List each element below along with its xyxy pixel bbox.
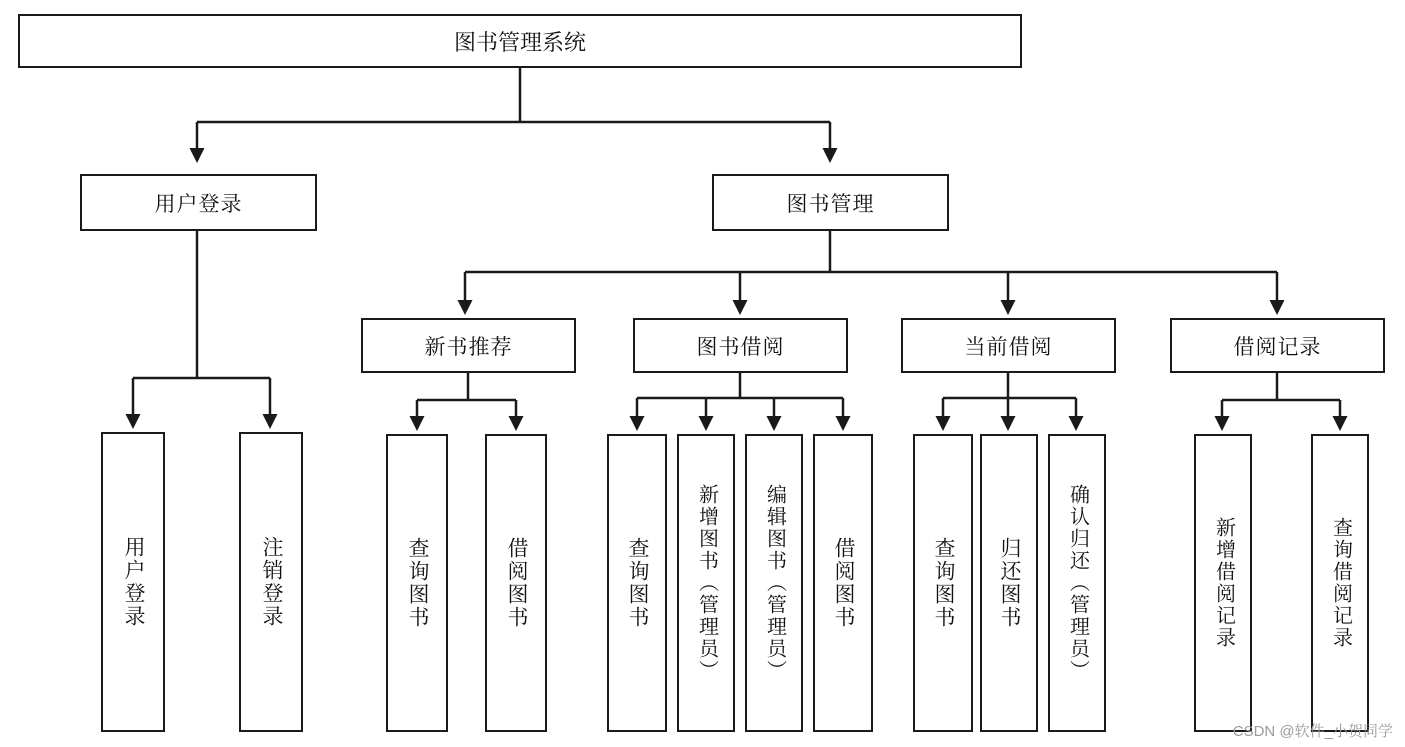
node-leaf-query-book-1[interactable] bbox=[386, 434, 448, 732]
node-leaf-query-record-label: 查询借阅记录 bbox=[1329, 517, 1352, 649]
node-leaf-add-record-label: 新增借阅记录 bbox=[1212, 517, 1235, 649]
node-borrow-record-label: 借阅记录 bbox=[1233, 335, 1322, 359]
node-leaf-edit-book[interactable] bbox=[745, 434, 803, 732]
node-leaf-user-login-label: 用户登录 bbox=[122, 536, 146, 628]
node-leaf-borrow-book-1-label: 借阅图书 bbox=[505, 537, 529, 629]
node-leaf-query-book-3[interactable] bbox=[913, 434, 973, 732]
node-user-login[interactable] bbox=[80, 174, 317, 231]
node-leaf-query-record[interactable] bbox=[1311, 434, 1369, 732]
node-leaf-logout-label: 注销登录 bbox=[260, 536, 284, 628]
node-leaf-add-book[interactable] bbox=[677, 434, 735, 732]
node-leaf-query-book-3-label: 查询图书 bbox=[932, 537, 956, 629]
node-leaf-add-book-label: 新增图书（管理员） bbox=[695, 484, 718, 682]
node-leaf-borrow-book-1[interactable] bbox=[485, 434, 547, 732]
node-root[interactable] bbox=[18, 14, 1022, 68]
node-current-borrow-label: 当前借阅 bbox=[964, 335, 1053, 359]
node-root-label: 图书管理系统 bbox=[453, 29, 586, 55]
node-leaf-confirm-return-label: 确认归还（管理员） bbox=[1066, 484, 1089, 682]
node-book-borrow[interactable] bbox=[633, 318, 848, 373]
watermark-text: CSDN @软件_小贺同学 bbox=[1232, 723, 1393, 740]
node-leaf-edit-book-label: 编辑图书（管理员） bbox=[763, 484, 786, 682]
node-current-borrow[interactable] bbox=[901, 318, 1116, 373]
node-leaf-query-book-1-label: 查询图书 bbox=[406, 537, 430, 629]
node-leaf-return-book[interactable] bbox=[980, 434, 1038, 732]
node-user-login-label: 用户登录 bbox=[154, 192, 243, 216]
node-leaf-borrow-book-2-label: 借阅图书 bbox=[832, 537, 856, 629]
node-leaf-query-book-2-label: 查询图书 bbox=[626, 537, 650, 629]
node-leaf-logout[interactable] bbox=[239, 432, 303, 732]
node-borrow-record[interactable] bbox=[1170, 318, 1385, 373]
node-leaf-return-book-label: 归还图书 bbox=[998, 537, 1022, 629]
node-leaf-add-record[interactable] bbox=[1194, 434, 1252, 732]
node-leaf-query-book-2[interactable] bbox=[607, 434, 667, 732]
node-book-management[interactable] bbox=[712, 174, 949, 231]
node-leaf-confirm-return[interactable] bbox=[1048, 434, 1106, 732]
node-new-book-recommend-label: 新书推荐 bbox=[424, 335, 513, 359]
node-book-management-label: 图书管理 bbox=[786, 192, 875, 216]
node-leaf-borrow-book-2[interactable] bbox=[813, 434, 873, 732]
node-leaf-user-login[interactable] bbox=[101, 432, 165, 732]
node-book-borrow-label: 图书借阅 bbox=[696, 335, 785, 359]
node-new-book-recommend[interactable] bbox=[361, 318, 576, 373]
